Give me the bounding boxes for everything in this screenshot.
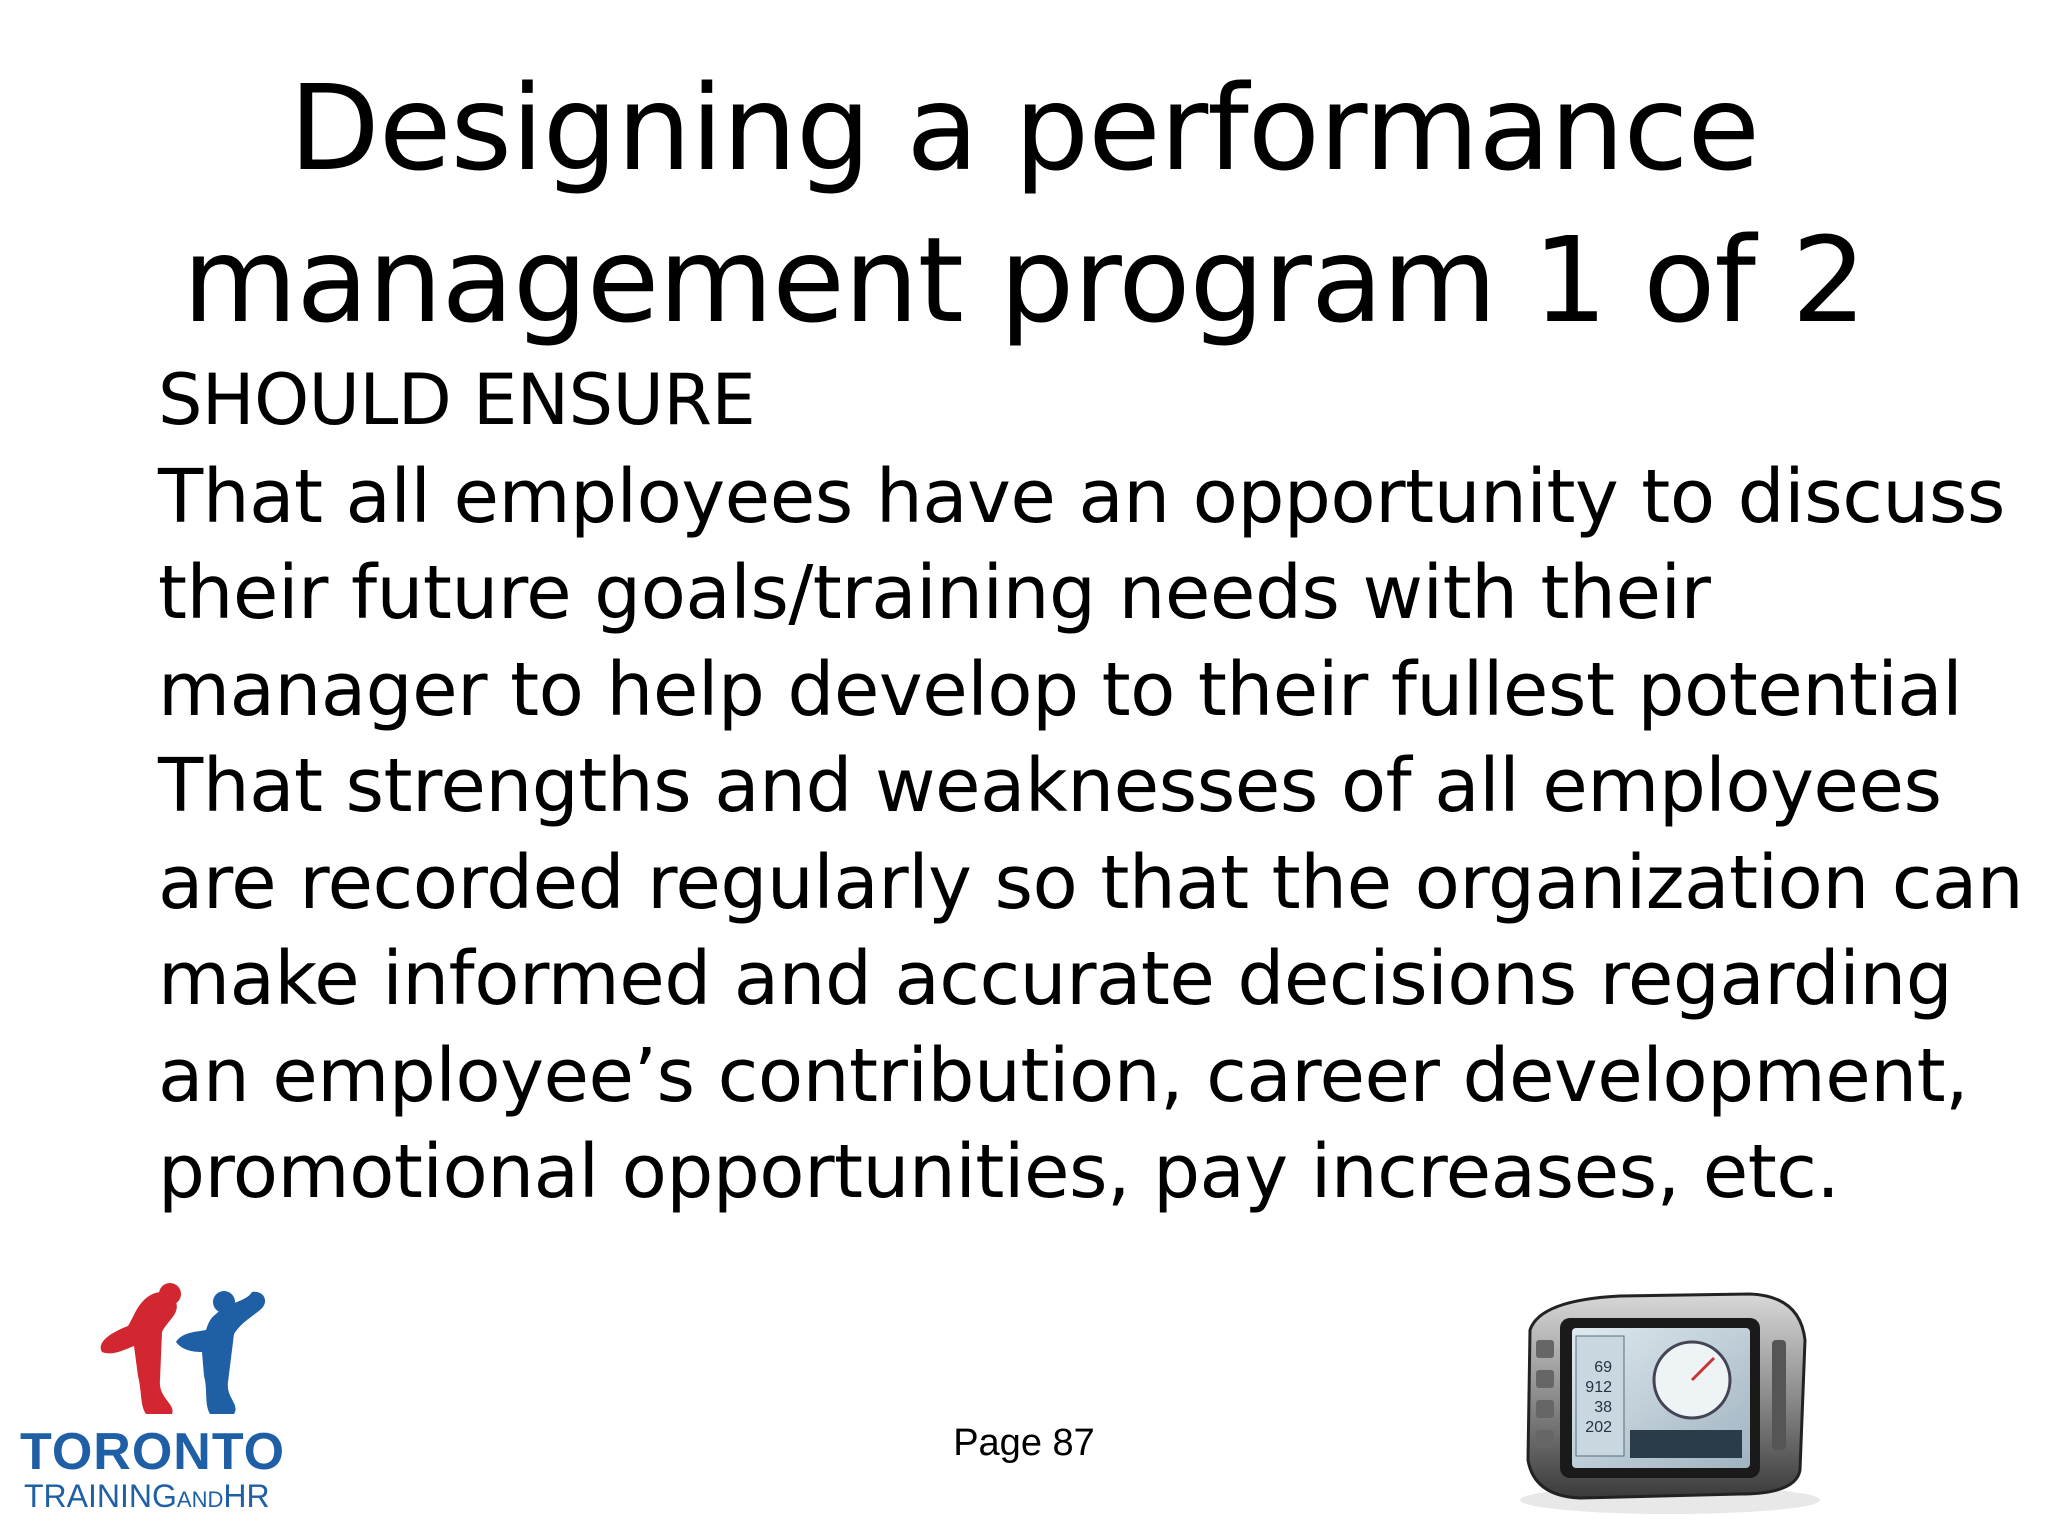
logo-sub-text (24, 1478, 270, 1515)
logo-sub-end: HR (223, 1478, 270, 1514)
figures-logo-icon (84, 1280, 284, 1420)
logo-sub-and: AND (176, 1487, 224, 1512)
body-line: manager to help develop to their fullest potential (158, 646, 1963, 733)
device-value: 912 (1585, 1379, 1612, 1396)
gauge-device-icon (1500, 1280, 1830, 1520)
company-logo (14, 1280, 314, 1520)
logo-sub-main: TRAINING (24, 1478, 177, 1514)
page-number: Page 87 (953, 1422, 1095, 1464)
device-value: 69 (1594, 1359, 1612, 1376)
device-value: 202 (1585, 1419, 1612, 1436)
body-line: make informed and accurate decisions regarding (158, 936, 1953, 1022)
device-value: 38 (1594, 1399, 1612, 1416)
title-line-2: management program 1 of 2 (182, 211, 1866, 349)
body-line: an employee’s contribution, career development, (158, 1032, 1969, 1119)
logo-brand-text: TORONTO (20, 1423, 286, 1481)
slide-title (0, 52, 2048, 356)
body-line: are recorded regularly so that the organization can (158, 839, 2024, 926)
body-line: their future goals/training needs with their (158, 550, 1711, 636)
body-line: promotional opportunities, pay increases, etc. (158, 1129, 1840, 1215)
body-line: That all employees have an opportunity to discuss (158, 453, 2005, 540)
title-line-1: Designing a performance (289, 59, 1759, 197)
body-heading: SHOULD ENSURE (158, 359, 756, 441)
slide-body (158, 352, 2024, 1221)
body-line: That strengths and weaknesses of all employees (158, 743, 1942, 829)
gauge-device-image (1500, 1280, 1830, 1520)
